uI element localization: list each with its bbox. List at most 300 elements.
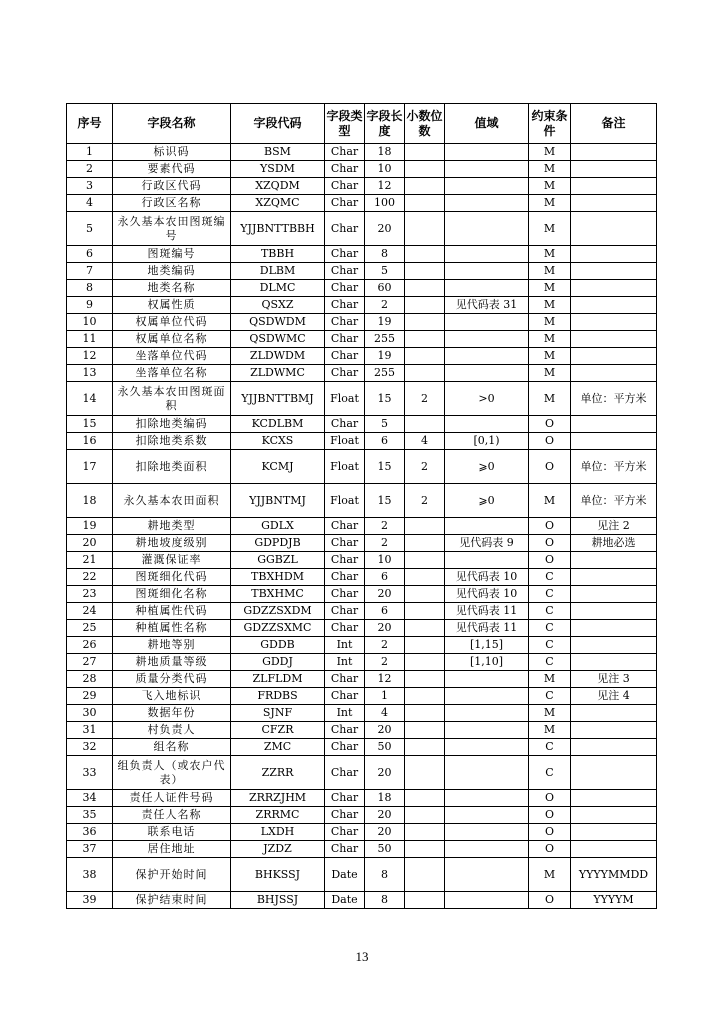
header-cell: 约束条件 — [529, 104, 571, 144]
field-name-cell: 数据年份 — [113, 705, 231, 722]
value-domain-cell — [445, 365, 529, 382]
remark-cell — [571, 280, 657, 297]
table-row — [67, 705, 657, 722]
table-row — [67, 450, 657, 484]
remark-cell: 单位：平方米 — [571, 382, 657, 416]
decimal-places-cell — [405, 314, 445, 331]
row-index-cell: 13 — [67, 365, 113, 382]
field-type-cell: Char — [325, 212, 365, 246]
value-domain-cell — [445, 841, 529, 858]
remark-cell: 见注 3 — [571, 671, 657, 688]
field-length-cell: 6 — [365, 433, 405, 450]
field-length-cell: 15 — [365, 484, 405, 518]
value-domain-cell — [445, 178, 529, 195]
field-name-cell: 权属单位代码 — [113, 314, 231, 331]
field-name-cell: 责任人证件号码 — [113, 790, 231, 807]
constraint-cell: O — [529, 535, 571, 552]
field-code-cell: SJNF — [231, 705, 325, 722]
value-domain-cell — [445, 144, 529, 161]
field-name-cell: 地类编码 — [113, 263, 231, 280]
row-index-cell: 10 — [67, 314, 113, 331]
header-cell: 字段类型 — [325, 104, 365, 144]
field-length-cell: 19 — [365, 348, 405, 365]
remark-cell — [571, 841, 657, 858]
field-code-cell: GDPDJB — [231, 535, 325, 552]
field-name-cell: 质量分类代码 — [113, 671, 231, 688]
field-code-cell: KCDLBM — [231, 416, 325, 433]
field-length-cell: 2 — [365, 297, 405, 314]
remark-cell: YYYYM — [571, 892, 657, 909]
remark-cell — [571, 569, 657, 586]
field-type-cell: Char — [325, 331, 365, 348]
field-code-cell: YJJBNTTBMJ — [231, 382, 325, 416]
header-cell: 序号 — [67, 104, 113, 144]
field-length-cell: 255 — [365, 331, 405, 348]
table-row — [67, 654, 657, 671]
remark-cell — [571, 586, 657, 603]
decimal-places-cell — [405, 603, 445, 620]
decimal-places-cell — [405, 858, 445, 892]
field-name-cell: 保护结束时间 — [113, 892, 231, 909]
remark-cell — [571, 348, 657, 365]
constraint-cell: C — [529, 756, 571, 790]
header-cell: 字段名称 — [113, 104, 231, 144]
field-length-cell: 2 — [365, 518, 405, 535]
table-row — [67, 195, 657, 212]
constraint-cell: O — [529, 824, 571, 841]
value-domain-cell — [445, 348, 529, 365]
field-length-cell: 6 — [365, 569, 405, 586]
field-code-cell: GDLX — [231, 518, 325, 535]
value-domain-cell: 见代码表 10 — [445, 586, 529, 603]
value-domain-cell: [0,1) — [445, 433, 529, 450]
constraint-cell: M — [529, 484, 571, 518]
field-code-cell: KCMJ — [231, 450, 325, 484]
field-name-cell: 耕地质量等级 — [113, 654, 231, 671]
field-length-cell: 18 — [365, 790, 405, 807]
decimal-places-cell — [405, 892, 445, 909]
field-type-cell: Char — [325, 824, 365, 841]
constraint-cell: M — [529, 297, 571, 314]
constraint-cell: M — [529, 382, 571, 416]
constraint-cell: O — [529, 892, 571, 909]
field-name-cell: 地类名称 — [113, 280, 231, 297]
remark-cell — [571, 807, 657, 824]
remark-cell — [571, 654, 657, 671]
remark-cell: 单位：平方米 — [571, 450, 657, 484]
decimal-places-cell — [405, 331, 445, 348]
table-row — [67, 569, 657, 586]
decimal-places-cell — [405, 212, 445, 246]
constraint-cell: M — [529, 246, 571, 263]
constraint-cell: M — [529, 144, 571, 161]
value-domain-cell: [1,10] — [445, 654, 529, 671]
constraint-cell: M — [529, 348, 571, 365]
field-code-cell: ZRRMC — [231, 807, 325, 824]
page-number: 13 — [355, 949, 369, 964]
field-code-cell: ZRRZJHM — [231, 790, 325, 807]
table-row — [67, 858, 657, 892]
field-code-cell: JZDZ — [231, 841, 325, 858]
table-row — [67, 178, 657, 195]
field-name-cell: 飞入地标识 — [113, 688, 231, 705]
value-domain-cell — [445, 892, 529, 909]
field-code-cell: GDDJ — [231, 654, 325, 671]
remark-cell — [571, 433, 657, 450]
field-length-cell: 5 — [365, 416, 405, 433]
field-name-cell: 种植属性名称 — [113, 620, 231, 637]
table-row — [67, 722, 657, 739]
field-length-cell: 60 — [365, 280, 405, 297]
remark-cell — [571, 297, 657, 314]
field-type-cell: Char — [325, 314, 365, 331]
remark-cell — [571, 824, 657, 841]
value-domain-cell: 见代码表 11 — [445, 620, 529, 637]
decimal-places-cell: 2 — [405, 484, 445, 518]
remark-cell — [571, 331, 657, 348]
field-name-cell: 组负责人（或农户代表） — [113, 756, 231, 790]
constraint-cell: C — [529, 739, 571, 756]
constraint-cell: M — [529, 195, 571, 212]
table-row — [67, 365, 657, 382]
value-domain-cell — [445, 263, 529, 280]
field-type-cell: Char — [325, 739, 365, 756]
field-code-cell: ZZRR — [231, 756, 325, 790]
decimal-places-cell — [405, 586, 445, 603]
remark-cell: 单位：平方米 — [571, 484, 657, 518]
field-type-cell: Float — [325, 433, 365, 450]
field-length-cell: 5 — [365, 263, 405, 280]
field-length-cell: 255 — [365, 365, 405, 382]
table-row — [67, 807, 657, 824]
field-code-cell: ZLDWMC — [231, 365, 325, 382]
field-name-cell: 耕地等别 — [113, 637, 231, 654]
constraint-cell: C — [529, 569, 571, 586]
field-length-cell: 8 — [365, 892, 405, 909]
field-length-cell: 20 — [365, 586, 405, 603]
field-code-cell: KCXS — [231, 433, 325, 450]
field-length-cell: 20 — [365, 807, 405, 824]
value-domain-cell — [445, 756, 529, 790]
table-row — [67, 382, 657, 416]
value-domain-cell: 见代码表 31 — [445, 297, 529, 314]
decimal-places-cell — [405, 739, 445, 756]
row-index-cell: 38 — [67, 858, 113, 892]
field-code-cell: TBBH — [231, 246, 325, 263]
table-header-row — [67, 104, 657, 144]
decimal-places-cell: 2 — [405, 450, 445, 484]
field-code-cell: YJJBNTMJ — [231, 484, 325, 518]
decimal-places-cell — [405, 841, 445, 858]
constraint-cell: M — [529, 671, 571, 688]
decimal-places-cell — [405, 416, 445, 433]
decimal-places-cell — [405, 790, 445, 807]
value-domain-cell: >0 — [445, 382, 529, 416]
row-index-cell: 11 — [67, 331, 113, 348]
field-type-cell: Char — [325, 552, 365, 569]
field-name-cell: 种植属性代码 — [113, 603, 231, 620]
remark-cell: YYYYMMDD — [571, 858, 657, 892]
row-index-cell: 21 — [67, 552, 113, 569]
constraint-cell: O — [529, 807, 571, 824]
constraint-cell: O — [529, 450, 571, 484]
decimal-places-cell — [405, 654, 445, 671]
value-domain-cell — [445, 280, 529, 297]
field-type-cell: Float — [325, 484, 365, 518]
row-index-cell: 9 — [67, 297, 113, 314]
row-index-cell: 37 — [67, 841, 113, 858]
field-length-cell: 2 — [365, 654, 405, 671]
field-type-cell: Char — [325, 671, 365, 688]
field-code-cell: QSXZ — [231, 297, 325, 314]
field-length-cell: 19 — [365, 314, 405, 331]
value-domain-cell — [445, 688, 529, 705]
remark-cell — [571, 620, 657, 637]
field-length-cell: 1 — [365, 688, 405, 705]
decimal-places-cell — [405, 552, 445, 569]
field-type-cell: Char — [325, 297, 365, 314]
constraint-cell: C — [529, 603, 571, 620]
value-domain-cell — [445, 331, 529, 348]
field-code-cell: YSDM — [231, 161, 325, 178]
field-length-cell: 20 — [365, 722, 405, 739]
constraint-cell: M — [529, 178, 571, 195]
field-code-cell: GGBZL — [231, 552, 325, 569]
header-cell: 小数位数 — [405, 104, 445, 144]
field-code-cell: ZLDWDM — [231, 348, 325, 365]
decimal-places-cell — [405, 637, 445, 654]
value-domain-cell — [445, 195, 529, 212]
field-code-cell: YJJBNTTBBH — [231, 212, 325, 246]
row-index-cell: 12 — [67, 348, 113, 365]
field-name-cell: 扣除地类面积 — [113, 450, 231, 484]
table-row — [67, 637, 657, 654]
table-body — [67, 144, 657, 909]
table-row — [67, 535, 657, 552]
header-cell: 字段代码 — [231, 104, 325, 144]
field-type-cell: Date — [325, 892, 365, 909]
field-code-cell: XZQMC — [231, 195, 325, 212]
row-index-cell: 16 — [67, 433, 113, 450]
table-row — [67, 314, 657, 331]
constraint-cell: O — [529, 433, 571, 450]
remark-cell — [571, 263, 657, 280]
row-index-cell: 39 — [67, 892, 113, 909]
field-length-cell: 4 — [365, 705, 405, 722]
field-length-cell: 15 — [365, 450, 405, 484]
remark-cell — [571, 365, 657, 382]
constraint-cell: M — [529, 263, 571, 280]
constraint-cell: C — [529, 586, 571, 603]
constraint-cell: M — [529, 365, 571, 382]
constraint-cell: C — [529, 620, 571, 637]
field-name-cell: 耕地类型 — [113, 518, 231, 535]
field-type-cell: Int — [325, 654, 365, 671]
row-index-cell: 5 — [67, 212, 113, 246]
value-domain-cell: ⩾0 — [445, 450, 529, 484]
table-row — [67, 518, 657, 535]
field-type-cell: Char — [325, 807, 365, 824]
remark-cell: 耕地必选 — [571, 535, 657, 552]
row-index-cell: 24 — [67, 603, 113, 620]
row-index-cell: 18 — [67, 484, 113, 518]
field-name-cell: 耕地坡度级别 — [113, 535, 231, 552]
value-domain-cell — [445, 807, 529, 824]
remark-cell — [571, 144, 657, 161]
field-type-cell: Float — [325, 382, 365, 416]
constraint-cell: C — [529, 654, 571, 671]
constraint-cell: C — [529, 688, 571, 705]
row-index-cell: 2 — [67, 161, 113, 178]
field-name-cell: 责任人名称 — [113, 807, 231, 824]
field-length-cell: 20 — [365, 212, 405, 246]
decimal-places-cell — [405, 569, 445, 586]
table-row — [67, 688, 657, 705]
row-index-cell: 15 — [67, 416, 113, 433]
field-length-cell: 18 — [365, 144, 405, 161]
field-definition-table — [66, 103, 657, 909]
value-domain-cell — [445, 314, 529, 331]
value-domain-cell — [445, 246, 529, 263]
field-name-cell: 永久基本农田面积 — [113, 484, 231, 518]
value-domain-cell: 见代码表 10 — [445, 569, 529, 586]
table-row — [67, 348, 657, 365]
field-type-cell: Char — [325, 790, 365, 807]
field-name-cell: 权属单位名称 — [113, 331, 231, 348]
field-name-cell: 坐落单位名称 — [113, 365, 231, 382]
value-domain-cell — [445, 518, 529, 535]
value-domain-cell — [445, 739, 529, 756]
field-name-cell: 保护开始时间 — [113, 858, 231, 892]
row-index-cell: 35 — [67, 807, 113, 824]
value-domain-cell: 见代码表 9 — [445, 535, 529, 552]
table-row — [67, 620, 657, 637]
remark-cell — [571, 195, 657, 212]
constraint-cell: O — [529, 790, 571, 807]
field-type-cell: Float — [325, 450, 365, 484]
remark-cell — [571, 416, 657, 433]
value-domain-cell: [1,15] — [445, 637, 529, 654]
remark-cell — [571, 603, 657, 620]
remark-cell: 见注 2 — [571, 518, 657, 535]
table-row — [67, 416, 657, 433]
field-length-cell: 20 — [365, 620, 405, 637]
value-domain-cell — [445, 161, 529, 178]
decimal-places-cell — [405, 195, 445, 212]
field-name-cell: 图斑细化代码 — [113, 569, 231, 586]
field-code-cell: BHKSSJ — [231, 858, 325, 892]
decimal-places-cell — [405, 518, 445, 535]
constraint-cell: M — [529, 722, 571, 739]
field-name-cell: 居住地址 — [113, 841, 231, 858]
table-row — [67, 892, 657, 909]
value-domain-cell — [445, 416, 529, 433]
field-type-cell: Char — [325, 416, 365, 433]
field-length-cell: 10 — [365, 552, 405, 569]
row-index-cell: 27 — [67, 654, 113, 671]
field-name-cell: 永久基本农田图斑面积 — [113, 382, 231, 416]
decimal-places-cell — [405, 756, 445, 790]
value-domain-cell — [445, 824, 529, 841]
row-index-cell: 34 — [67, 790, 113, 807]
field-code-cell: DLBM — [231, 263, 325, 280]
field-code-cell: QSDWDM — [231, 314, 325, 331]
field-type-cell: Char — [325, 518, 365, 535]
row-index-cell: 33 — [67, 756, 113, 790]
field-type-cell: Char — [325, 348, 365, 365]
field-type-cell: Char — [325, 620, 365, 637]
table-row — [67, 824, 657, 841]
remark-cell — [571, 212, 657, 246]
row-index-cell: 26 — [67, 637, 113, 654]
header-cell: 备注 — [571, 104, 657, 144]
field-type-cell: Char — [325, 603, 365, 620]
field-name-cell: 要素代码 — [113, 161, 231, 178]
row-index-cell: 8 — [67, 280, 113, 297]
field-type-cell: Char — [325, 688, 365, 705]
decimal-places-cell — [405, 807, 445, 824]
field-type-cell: Char — [325, 195, 365, 212]
table-row — [67, 603, 657, 620]
row-index-cell: 20 — [67, 535, 113, 552]
field-type-cell: Char — [325, 569, 365, 586]
table-row — [67, 144, 657, 161]
table-row — [67, 212, 657, 246]
row-index-cell: 32 — [67, 739, 113, 756]
field-type-cell: Char — [325, 246, 365, 263]
field-length-cell: 20 — [365, 756, 405, 790]
constraint-cell: O — [529, 416, 571, 433]
remark-cell — [571, 178, 657, 195]
table-row — [67, 756, 657, 790]
row-index-cell: 36 — [67, 824, 113, 841]
field-code-cell: LXDH — [231, 824, 325, 841]
field-code-cell: QSDWMC — [231, 331, 325, 348]
row-index-cell: 3 — [67, 178, 113, 195]
field-code-cell: GDZZSXMC — [231, 620, 325, 637]
table-row — [67, 671, 657, 688]
field-name-cell: 联系电话 — [113, 824, 231, 841]
constraint-cell: M — [529, 280, 571, 297]
field-type-cell: Char — [325, 756, 365, 790]
table-row — [67, 841, 657, 858]
header-cell: 字段长度 — [365, 104, 405, 144]
field-name-cell: 组名称 — [113, 739, 231, 756]
remark-cell — [571, 637, 657, 654]
field-type-cell: Char — [325, 144, 365, 161]
field-length-cell: 100 — [365, 195, 405, 212]
row-index-cell: 1 — [67, 144, 113, 161]
value-domain-cell: ⩾0 — [445, 484, 529, 518]
field-code-cell: XZQDM — [231, 178, 325, 195]
value-domain-cell — [445, 212, 529, 246]
constraint-cell: M — [529, 858, 571, 892]
field-type-cell: Char — [325, 535, 365, 552]
remark-cell — [571, 246, 657, 263]
field-type-cell: Char — [325, 280, 365, 297]
table-row — [67, 739, 657, 756]
row-index-cell: 30 — [67, 705, 113, 722]
table-row — [67, 297, 657, 314]
remark-cell: 见注 4 — [571, 688, 657, 705]
value-domain-cell — [445, 858, 529, 892]
field-length-cell: 20 — [365, 824, 405, 841]
table-row — [67, 586, 657, 603]
row-index-cell: 7 — [67, 263, 113, 280]
field-code-cell: ZMC — [231, 739, 325, 756]
field-length-cell: 50 — [365, 841, 405, 858]
constraint-cell: M — [529, 314, 571, 331]
